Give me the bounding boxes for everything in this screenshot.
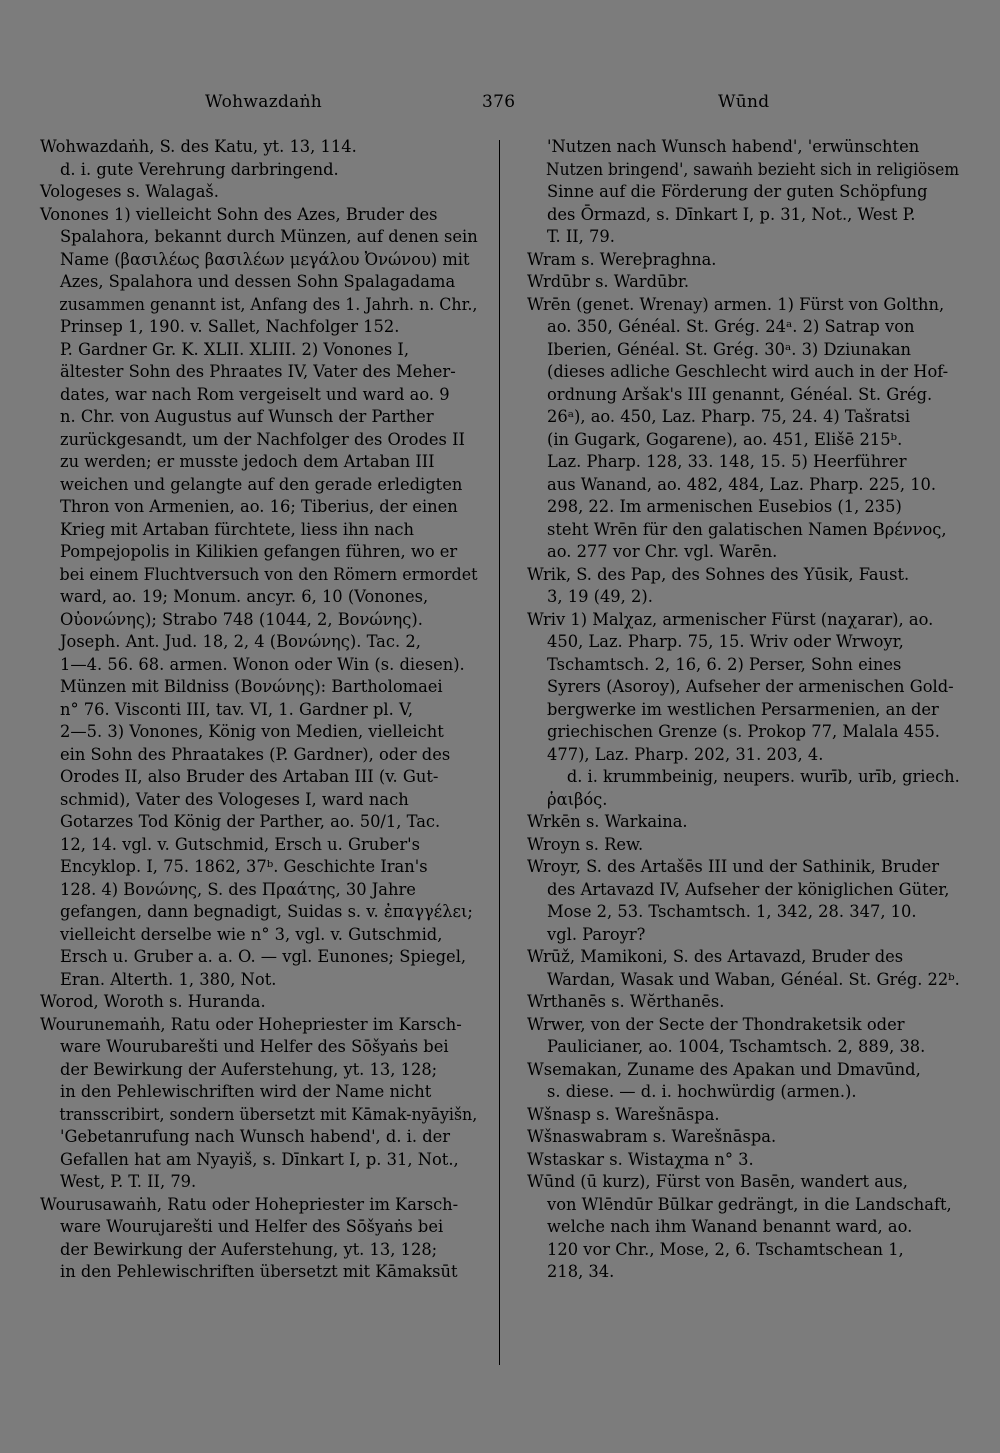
text-line: 2—5. 3) Vonones, König von Medien, vielleicht <box>60 722 444 741</box>
text-line: 218, 34. <box>547 1262 615 1281</box>
right-column <box>527 136 960 1284</box>
text-line: Ersch u. Gruber a. a. O. — vgl. Eunones; Spiegel, <box>60 947 467 966</box>
text-line: zusammen genannt ist, Anfang des 1. Jahrh. n. Chr., <box>59 294 478 314</box>
text-line: n. Chr. von Augustus auf Wunsch der Parther <box>60 407 434 426</box>
text-line: Joseph. Ant. Jud. 18, 2, 4 (Βονώνης). Tac. 2, <box>60 632 421 651</box>
text-line: des Ōrmazd, s. Dīnkart I, p. 31, Not., West P. <box>547 204 916 224</box>
text-line: (dieses adliche Geschlecht wird auch in der Hof- <box>547 362 949 381</box>
text-line: Mose 2, 53. Tschamtsch. 1, 342, 28. 347, 10. <box>547 902 917 921</box>
column-divider <box>499 140 500 1365</box>
text-line: Laz. Pharp. 128, 33. 148, 15. 5) Heerführer <box>547 452 907 471</box>
text-line: Wrik, S. des Pap, des Sohnes des Yūsik, Faust. <box>527 564 910 584</box>
text-line: weichen und gelangte auf den gerade erledigten <box>60 474 463 494</box>
text-line: Thron von Armenien, ao. 16; Tiberius, der einen <box>60 497 458 516</box>
text-line: Wrdūbr s. Wardūbr. <box>527 272 690 291</box>
text-line: 'Gebetanrufung nach Wunsch habend', d. i. der <box>60 1127 451 1146</box>
text-line: Οὐονώνης); Strabo 748 (1044, 2, Βονώνης). <box>60 609 423 629</box>
text-line: ao. 277 vor Chr. vgl. Warēn. <box>547 542 778 561</box>
text-line: T. II, 79. <box>547 227 615 246</box>
text-line: Sinne auf die Förderung der guten Schöpfung <box>547 182 928 201</box>
text-line: d. i. gute Verehrung darbringend. <box>60 159 339 179</box>
text-line: 'Nutzen nach Wunsch habend', 'erwünschten <box>547 137 920 156</box>
text-line: Gefallen hat am Nyayiš, s. Dīnkart I, p. 31, Not., <box>60 1149 459 1169</box>
text-line: ward, ao. 19; Monum. ancyr. 6, 10 (Vonones, <box>60 587 429 606</box>
text-line: des Artavazd IV, Aufseher der königlichen Güter, <box>547 879 950 899</box>
text-line: P. Gardner Gr. K. XLII. XLIII. 2) Vonones I, <box>60 339 410 359</box>
text-line: Vonones 1) vielleicht Sohn des Azes, Bruder des <box>40 204 438 224</box>
text-line: schmid), Vater des Vologeses I, ward nach <box>60 789 409 809</box>
text-line: Wroyr, S. des Artašēs III und der Sathinik, Bruder <box>527 857 940 876</box>
text-line: Tschamtsch. 2, 16, 6. 2) Perser, Sohn eines <box>547 654 902 674</box>
text-line: Syrers (Asoroy), Aufseher der armenischen Gold- <box>547 677 954 696</box>
text-line: Wrthanēs s. Wĕrthanēs. <box>527 992 725 1011</box>
text-line: aus Wanand, ao. 482, 484, Laz. Pharp. 225, 10. <box>547 474 937 494</box>
text-line: Gotarzes Tod König der Parther, ao. 50/1, Tac. <box>60 812 441 831</box>
text-line: Wrēn (genet. Wrenay) armen. 1) Fürst von Golthn, <box>527 294 945 314</box>
text-line: Wšnaswabram s. Warešnāspa. <box>527 1127 777 1146</box>
text-line: d. i. krummbeinig, neupers. wurīb, urīb, griech. <box>566 767 960 786</box>
text-line: Pompejopolis in Kilikien gefangen führen, wo er <box>60 542 458 561</box>
text-line: steht Wrēn für den galatischen Namen Βρέννος, <box>547 519 947 539</box>
text-line: der Bewirkung der Auferstehung, yt. 13, 128; <box>60 1239 438 1259</box>
text-line: ware Wourubarešti und Helfer des Sōšyaṅs bei <box>60 1037 449 1056</box>
text-line: 450, Laz. Pharp. 75, 15. Wriv oder Wrwoyr, <box>547 632 904 651</box>
text-line: Wriv 1) Malχaz, armenischer Fürst (naχarar), ao. <box>527 609 934 629</box>
text-line: Wohwazdaṅh, S. des Katu, yt. 13, 114. <box>40 137 357 156</box>
text-line: Name (βασιλέως βασιλέων μεγάλου Ὀνώνου) mit <box>60 249 470 269</box>
text-line: welche nach ihm Wanand benannt ward, ao. <box>547 1217 913 1236</box>
page-number: 376 <box>482 92 516 112</box>
text-line: Iberien, Généal. St. Grég. 30ᵃ. 3) Dziunakan <box>547 339 912 359</box>
text-line: Orodes II, also Bruder des Artaban III (v. Gut- <box>60 767 439 786</box>
text-line: 298, 22. Im armenischen Eusebios (1, 235) <box>547 497 902 516</box>
text-line: 120 vor Chr., Mose, 2, 6. Tschamtschean 1, <box>547 1239 904 1259</box>
text-line: Worod, Woroth s. Huranda. <box>40 992 266 1011</box>
text-line: bei einem Fluchtversuch von den Römern ermordet <box>59 564 478 584</box>
text-line: Wšnasp s. Warešnāspa. <box>527 1104 720 1124</box>
text-line: Encyklop. I, 75. 1862, 37ᵇ. Geschichte Iran's <box>60 857 428 876</box>
running-head-left: Wohwazdaṅh <box>205 92 323 112</box>
text-line: Wardan, Wasak und Waban, Généal. St. Grég. 22ᵇ. <box>546 969 960 989</box>
left-column <box>40 136 478 1284</box>
text-line: ein Sohn des Phraatakes (P. Gardner), oder des <box>60 744 451 764</box>
text-line: bergwerke im westlichen Persarmenien, an der <box>547 699 939 719</box>
text-line: Spalahora, bekannt durch Münzen, auf denen sein <box>60 227 478 246</box>
text-line: von Wlēndūr Būlkar gedrängt, in die Landschaft, <box>547 1194 952 1214</box>
text-line: zu werden; er musste jedoch dem Artaban III <box>60 452 435 471</box>
text-line: vielleicht derselbe wie n° 3, vgl. v. Gutschmid, <box>60 924 443 944</box>
text-line: der Bewirkung der Auferstehung, yt. 13, 128; <box>60 1059 438 1079</box>
text-line: Wram s. Wereþraghna. <box>527 249 717 269</box>
text-line: dates, war nach Rom vergeiselt und ward ao. 9 <box>60 384 450 404</box>
text-line: Vologeses s. Walagaš. <box>40 182 219 201</box>
text-line: Wūnd (ū kurz), Fürst von Basēn, wandert aus, <box>527 1172 908 1191</box>
text-line: ware Wourujarešti und Helfer des Sōšyaṅs bei <box>60 1217 444 1236</box>
text-line: gefangen, dann begnadigt, Suidas s. v. ἐπαγγέλει; <box>60 902 473 921</box>
text-line: 12, 14. vgl. v. Gutschmid, Ersch u. Gruber's <box>60 834 420 854</box>
text-line: Eran. Alterth. 1, 380, Not. <box>60 969 277 989</box>
text-line: Wourusawaṅh, Ratu oder Hohepriester im Karsch- <box>40 1194 459 1214</box>
text-line: transscribirt, sondern übersetzt mit Kāmak-nyāyišn, <box>59 1104 478 1124</box>
text-line: 477), Laz. Pharp. 202, 31. 203, 4. <box>547 744 824 764</box>
text-line: Prinsep 1, 190. v. Sallet, Nachfolger 152. <box>60 317 400 336</box>
text-line: Azes, Spalahora und dessen Sohn Spalagadama <box>60 272 456 291</box>
text-line: s. diese. — d. i. hochwürdig (armen.). <box>547 1082 857 1101</box>
text-line: vgl. Paroyr? <box>547 924 646 944</box>
text-line: ao. 350, Généal. St. Grég. 24ᵃ. 2) Satrap von <box>547 317 915 336</box>
text-line: 26ᵃ), ao. 450, Laz. Pharp. 75, 24. 4) Tašratsi <box>547 407 911 426</box>
text-line: Wroyn s. Rew. <box>527 834 644 854</box>
text-line: 3, 19 (49, 2). <box>547 587 653 606</box>
text-line: (in Gugark, Gogarene), ao. 451, Elišē 215ᵇ. <box>547 429 903 449</box>
text-line: Wrūž, Mamikoni, S. des Artavazd, Bruder des <box>527 947 904 966</box>
text-line: zurückgesandt, um der Nachfolger des Orodes II <box>60 429 465 449</box>
running-head-right: Wūnd <box>718 92 770 112</box>
text-line: Wrwer, von der Secte der Thondraketsik oder <box>527 1014 905 1034</box>
text-line: Wrkēn s. Warkaina. <box>527 812 688 831</box>
text-line: 1—4. 56. 68. armen. Wonon oder Win (s. diesen). <box>60 654 465 674</box>
text-line: ältester Sohn des Phraates IV, Vater des Meher- <box>60 362 456 381</box>
text-line: Nutzen bringend', sawaṅh bezieht sich in religiösem <box>546 159 960 179</box>
text-line: ordnung Aršak's III genannt, Généal. St. Grég. <box>547 384 933 404</box>
text-line: 128. 4) Βονώνης, S. des Πραάτης, 30 Jahre <box>60 879 416 899</box>
text-line: Paulicianer, ao. 1004, Tschamtsch. 2, 889, 38. <box>547 1037 926 1056</box>
text-line: West, P. T. II, 79. <box>60 1172 197 1191</box>
text-line: in den Pehlewischriften wird der Name nicht <box>60 1082 432 1101</box>
text-line: griechischen Grenze (s. Prokop 77, Malala 455. <box>547 722 940 741</box>
text-line: Münzen mit Bildniss (Βονώνης): Bartholomaei <box>60 677 443 696</box>
text-line: n° 76. Visconti III, tav. VI, 1. Gardner pl. V, <box>60 699 414 719</box>
text-line: Wstaskar s. Wistaχma n° 3. <box>527 1149 754 1169</box>
text-line: Wourunemaṅh, Ratu oder Hohepriester im Karsch- <box>40 1014 462 1034</box>
text-line: in den Pehlewischriften übersetzt mit Kāmaksūt <box>60 1262 458 1281</box>
text-line: ῥαιβός. <box>547 789 608 809</box>
text-line: Wsemakan, Zuname des Apakan und Dmavūnd, <box>527 1059 921 1079</box>
text-line: Krieg mit Artaban fürchtete, liess ihn nach <box>60 519 415 539</box>
